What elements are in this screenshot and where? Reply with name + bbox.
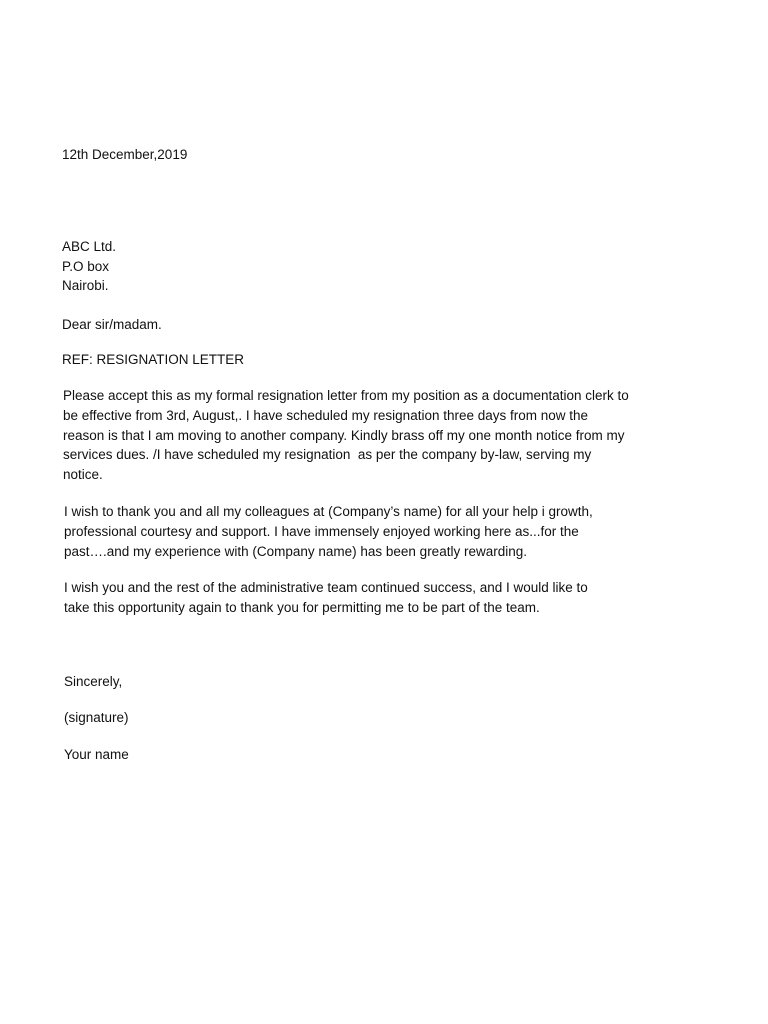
recipient-po-box: P.O box <box>62 258 110 274</box>
body-paragraph-2 <box>64 502 593 561</box>
paragraph-line: reason is that I am moving to another company. Kindly brass off my one month notice from my <box>63 427 625 443</box>
body-paragraph-1 <box>63 386 629 485</box>
recipient-city: Nairobi. <box>62 278 109 293</box>
paragraph-line: professional courtesy and support. I have immensely enjoyed working here as...for the <box>64 523 579 539</box>
salutation: Dear sir/madam. <box>62 317 162 332</box>
letter-date: 12th December,2019 <box>62 147 188 162</box>
paragraph-line: past….and my experience with (Company name) has been greatly rewarding. <box>64 543 527 559</box>
sender-name: Your name <box>64 747 129 762</box>
paragraph-line: take this opportunity again to thank you for permitting me to be part of the team. <box>64 599 540 615</box>
reference-line: REF: RESIGNATION LETTER <box>62 352 245 367</box>
paragraph-line: I wish you and the rest of the administrative team continued success, and I would like to <box>64 580 588 595</box>
signature-placeholder: (signature) <box>64 710 129 725</box>
paragraph-line: Please accept this as my formal resignation letter from my position as a documentation clerk to <box>63 388 629 403</box>
body-paragraph-3 <box>64 578 588 618</box>
closing: Sincerely, <box>64 674 123 689</box>
paragraph-line: services dues. /I have scheduled my resignation as per the company by-law, serving my <box>63 447 592 463</box>
paragraph-line: be effective from 3rd, August,. I have scheduled my resignation three days from now the <box>63 407 589 423</box>
recipient-company: ABC Ltd. <box>62 239 117 254</box>
paragraph-line: notice. <box>63 467 103 483</box>
recipient-address <box>62 237 116 296</box>
paragraph-line: I wish to thank you and all my colleagues at (Company’s name) for all your help i growth, <box>64 504 593 519</box>
